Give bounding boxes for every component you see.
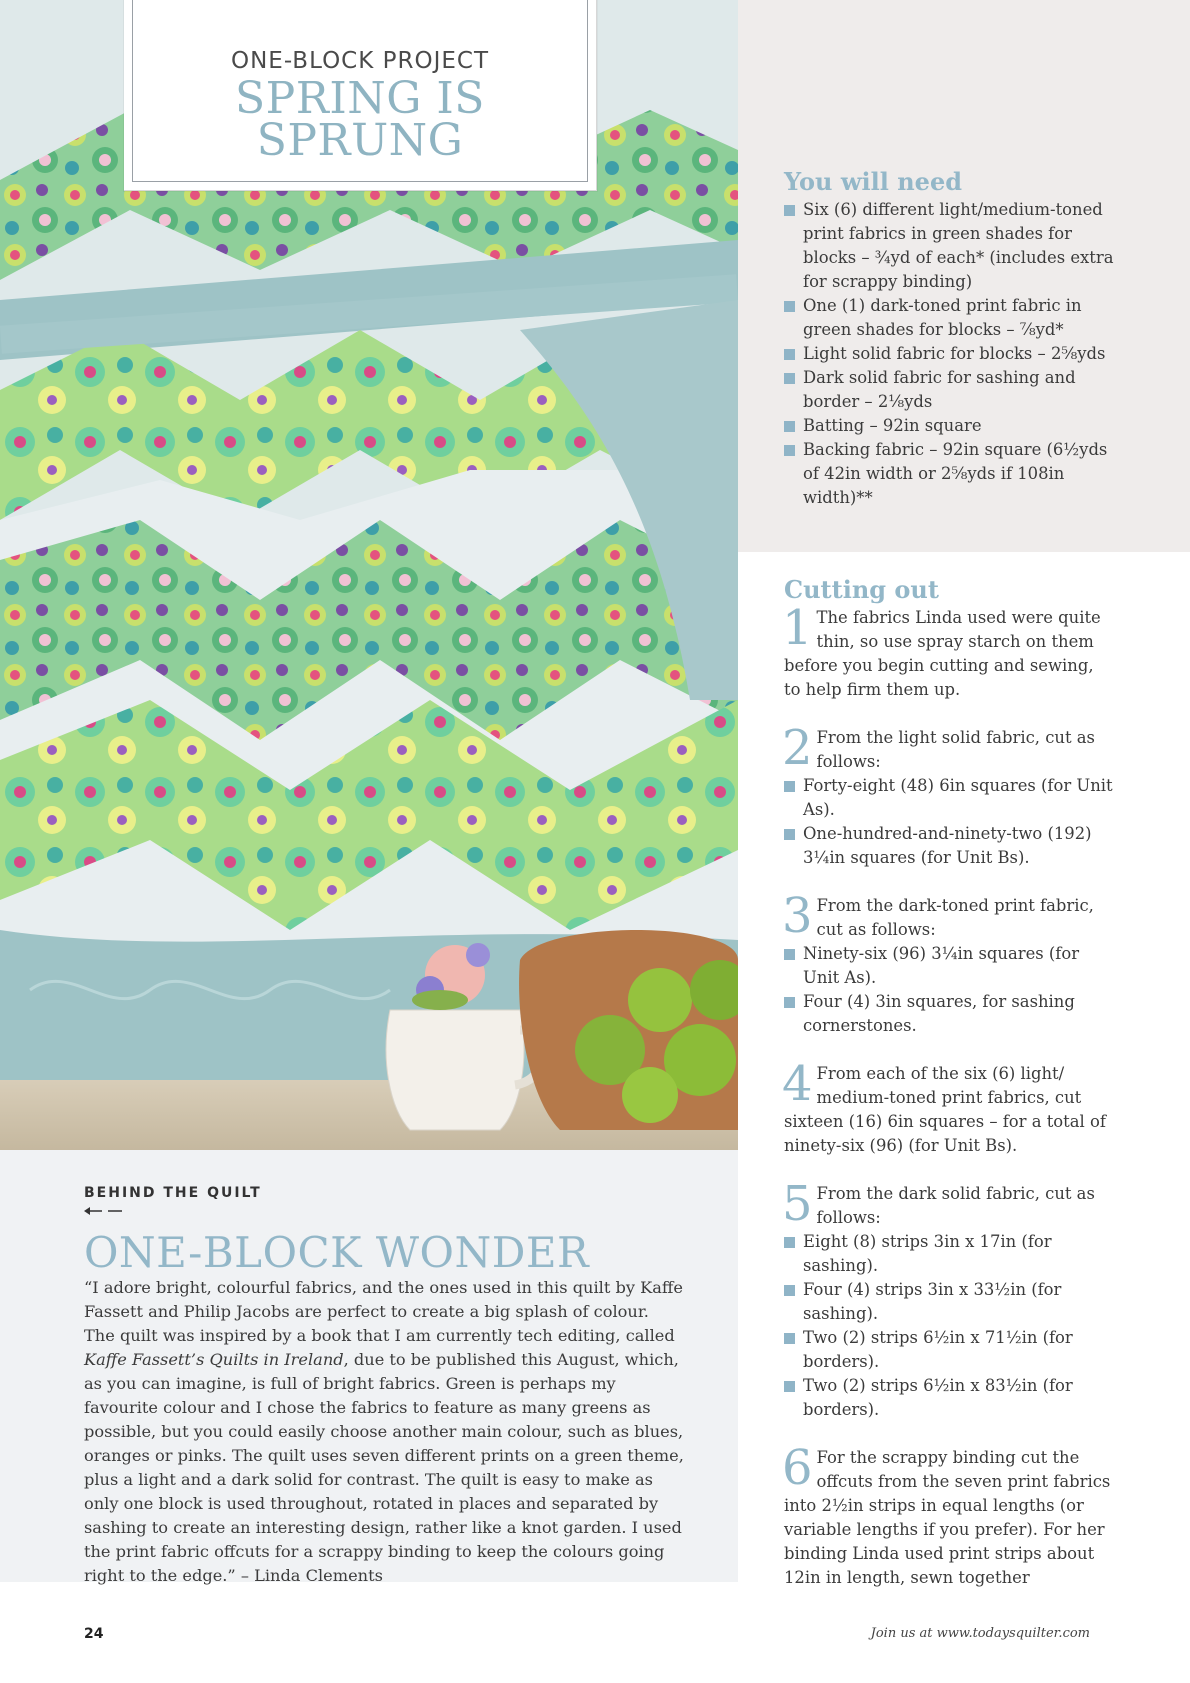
step-list-item: Four (4) 3in squares, for sashing cornerstones. — [784, 990, 1114, 1038]
arrow-left-icon — [84, 1207, 124, 1215]
step-number: 2 — [782, 720, 813, 776]
step-list-item: Eight (8) strips 3in x 17in (for sashing). — [784, 1230, 1114, 1278]
step-4 — [782, 1056, 1114, 1158]
step-text: For the scrappy binding cut the offcuts from the seven print fabrics into 2½in strips in equal lengths (or variable lengths if you prefer). For her binding Linda used print strips about 12in in length, sewn together — [784, 1448, 1111, 1587]
footer-url: Join us at www.todaysquilter.com — [870, 1626, 1090, 1641]
step-text: From the dark solid fabric, cut as follows: — [816, 1184, 1095, 1227]
cutting-out-heading: Cutting out — [784, 575, 939, 604]
page-number: 24 — [84, 1626, 104, 1642]
materials-item: Light solid fabric for blocks – 2⅝yds — [784, 342, 1114, 366]
step-2 — [782, 720, 1114, 870]
behind-text-a: “I adore bright, colourful fabrics, and the ones used in this quilt by Kaffe Fassett and Philip Jacobs are perfect to create a big splash of colour. The quilt was inspired by a book that I am currently tech editing, called — [84, 1278, 683, 1345]
step-list-item: Two (2) strips 6½in x 83½in (for borders). — [784, 1374, 1114, 1422]
you-will-need-section — [784, 168, 1114, 510]
behind-text-b: , due to be published this August, which, as you can imagine, is full of bright fabrics. Green is perhaps my favourite colour and I chose the fabrics to feature as many greens as possible, but you could easily choose another main colour, such as blues, oranges or pinks. The quilt uses seven different prints on a green theme, plus a light and a dark solid for contrast. The quilt is easy to make as only one block is used throughout, rotated in places and separated by sashing to create an interesting design, rather like a knot garden. I used the print fabric offcuts for a scrappy binding to keep the colours going right to the edge.” – Linda Clements — [84, 1350, 684, 1585]
project-kicker: ONE-BLOCK PROJECT — [230, 48, 490, 74]
materials-item: One (1) dark-toned print fabric in green shades for blocks – ⅞yd* — [784, 294, 1114, 342]
step-list-item: Forty-eight (48) 6in squares (for Unit As). — [784, 774, 1114, 822]
step-3 — [782, 888, 1114, 1038]
step-1 — [782, 600, 1114, 702]
behind-title: ONE-BLOCK WONDER — [84, 1228, 590, 1277]
behind-the-quilt-panel — [0, 1150, 738, 1585]
book-title: Kaffe Fassett’s Quilts in Ireland — [84, 1350, 344, 1369]
step-list-item: Ninety-six (96) 3¼in squares (for Unit As). — [784, 942, 1114, 990]
materials-item: Batting – 92in square — [784, 414, 1114, 438]
step-list-item: Two (2) strips 6½in x 71½in (for borders). — [784, 1326, 1114, 1374]
step-text: From the dark-toned print fabric, cut as follows: — [816, 896, 1094, 939]
step-6 — [782, 1440, 1114, 1590]
step-number: 3 — [782, 888, 813, 944]
apple-basket — [519, 930, 738, 1130]
quilt-photo — [0, 0, 738, 1150]
step-text: From each of the six (6) light/ medium-toned print fabrics, cut sixteen (16) 6in squares – for a total of ninety-six (96) (for Unit Bs). — [784, 1064, 1106, 1155]
materials-item: Backing fabric – 92in square (6½yds of 42in width or 2⅝yds if 108in width)** — [784, 438, 1114, 510]
step-5 — [782, 1176, 1114, 1422]
step-list — [784, 1230, 1114, 1422]
behind-body — [84, 1276, 684, 1588]
step-number: 4 — [782, 1056, 813, 1112]
behind-label: BEHIND THE QUILT — [84, 1185, 262, 1201]
step-list-item: One-hundred-and-ninety-two (192) 3¼in squares (for Unit Bs). — [784, 822, 1114, 870]
cutting-out-section — [784, 576, 1114, 1614]
title-line-1: SPRING IS — [235, 73, 485, 124]
materials-list — [784, 198, 1114, 510]
you-will-need-heading: You will need — [784, 167, 962, 196]
materials-item: Six (6) different light/medium-toned print fabrics in green shades for blocks – ¾yd of each* (includes extra for scrappy binding) — [784, 198, 1114, 294]
title-frame — [132, 0, 588, 182]
step-list — [784, 942, 1114, 1038]
step-number: 1 — [782, 600, 813, 656]
step-list-item: Four (4) strips 3in x 33½in (for sashing). — [784, 1278, 1114, 1326]
title-box — [124, 0, 597, 191]
materials-item: Dark solid fabric for sashing and border – 2⅛yds — [784, 366, 1114, 414]
step-number: 6 — [782, 1440, 813, 1496]
step-list — [784, 774, 1114, 870]
step-text: From the light solid fabric, cut as follows: — [816, 728, 1095, 771]
page-title — [133, 73, 587, 166]
step-text: The fabrics Linda used were quite thin, so use spray starch on them before you begin cutting and sewing, to help firm them up. — [784, 608, 1101, 699]
title-line-2: SPRUNG — [256, 115, 464, 166]
step-number: 5 — [782, 1176, 813, 1232]
